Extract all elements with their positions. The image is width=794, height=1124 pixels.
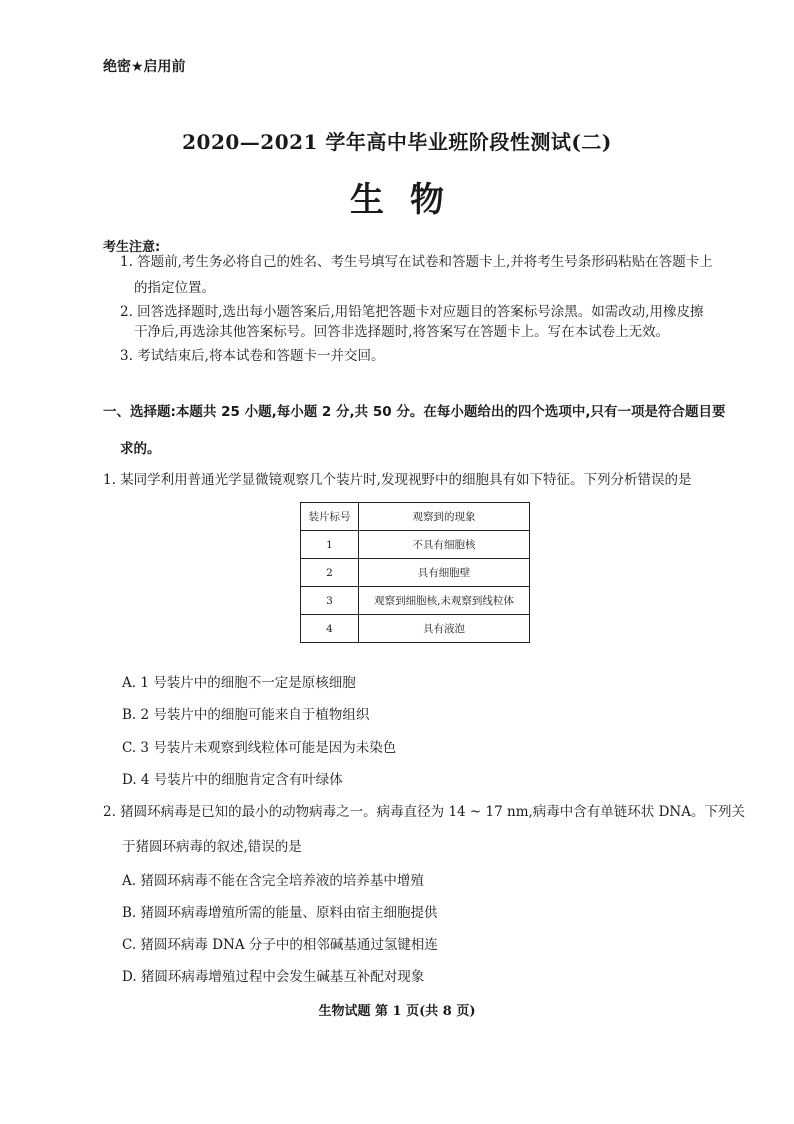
table-row [301, 587, 530, 615]
table-cell: 具有细胞壁 [359, 559, 530, 587]
section-heading-cont: 求的。 [120, 441, 161, 457]
question-2-option-c: C. 猪圆环病毒 DNA 分子中的相邻碱基通过氢键相连 [122, 937, 438, 953]
table-header-row [301, 503, 530, 531]
table-cell: 观察到细胞核,未观察到线粒体 [359, 587, 530, 615]
notice-line: 干净后,再选涂其他答案标号。回答非选择题时,将答案写在答题卡上。写在本试卷上无效。 [134, 324, 670, 340]
slide-observation-table [300, 502, 530, 643]
question-1-option-c: C. 3 号装片未观察到线粒体可能是因为未染色 [122, 740, 397, 756]
table-cell: 1 [301, 531, 359, 559]
question-1-option-b: B. 2 号装片中的细胞可能来自于植物组织 [122, 707, 370, 723]
table-row [301, 531, 530, 559]
notice-line: 的指定位置。 [134, 280, 215, 296]
question-2-stem-cont: 于猪圆环病毒的叙述,错误的是 [122, 839, 302, 855]
table-header: 装片标号 [301, 503, 359, 531]
question-1-stem: 1. 某同学利用普通光学显微镜观察几个装片时,发现视野中的细胞具有如下特征。下列分析错误的是 [103, 472, 692, 488]
table-cell: 4 [301, 615, 359, 643]
notice-line: 3. 考试结束后,将本试卷和答题卡一并交回。 [120, 348, 385, 364]
table-row [301, 559, 530, 587]
table-cell: 3 [301, 587, 359, 615]
confidential-label: 绝密★启用前 [103, 59, 186, 75]
question-2-stem: 2. 猪圆环病毒是已知的最小的动物病毒之一。病毒直径为 14 ~ 17 nm,病毒中含有单链环状 DNA。下列关 [103, 804, 745, 820]
table-cell: 具有液泡 [359, 615, 530, 643]
notice-line: 1. 答题前,考生务必将自己的姓名、考生号填写在试卷和答题卡上,并将考生号条形码粘贴在答题卡上 [120, 254, 713, 270]
table-cell: 不具有细胞核 [359, 531, 530, 559]
question-2-option-a: A. 猪圆环病毒不能在含完全培养液的培养基中增殖 [122, 873, 424, 889]
question-1-option-d: D. 4 号装片中的细胞肯定含有叶绿体 [122, 772, 343, 788]
question-1-option-a: A. 1 号装片中的细胞不一定是原核细胞 [122, 675, 356, 691]
page-footer: 生物试题 第 1 页(共 8 页) [318, 1004, 476, 1019]
notice-heading: 考生注意: [103, 240, 161, 255]
question-2-option-d: D. 猪圆环病毒增殖过程中会发生碱基互补配对现象 [122, 969, 425, 985]
subject-title: 生物 [350, 180, 470, 220]
table-header: 观察到的现象 [359, 503, 530, 531]
table-row [301, 615, 530, 643]
table-cell: 2 [301, 559, 359, 587]
exam-title: 2020—2021 学年高中毕业班阶段性测试(二) [182, 130, 612, 154]
section-heading: 一、选择题:本题共 25 小题,每小题 2 分,共 50 分。在每小题给出的四个选项中,只有一项是符合题目要 [103, 404, 726, 420]
notice-line: 2. 回答选择题时,选出每小题答案后,用铅笔把答题卡对应题目的答案标号涂黑。如需改动,用橡皮擦 [120, 304, 704, 320]
question-2-option-b: B. 猪圆环病毒增殖所需的能量、原料由宿主细胞提供 [122, 905, 438, 921]
